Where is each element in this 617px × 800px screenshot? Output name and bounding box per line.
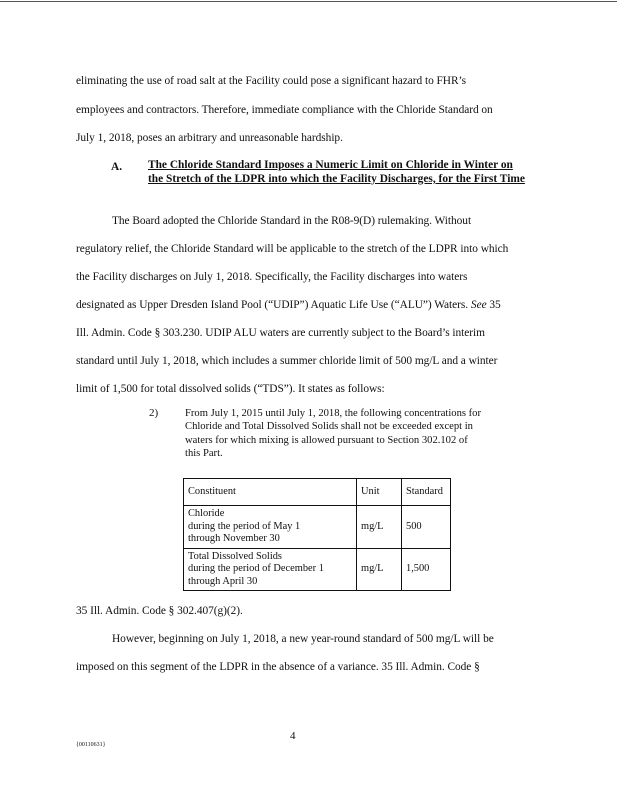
- cell-unit: mg/L: [357, 506, 402, 549]
- cell-standard: 500: [402, 506, 451, 549]
- constituent-period: during the period of December 1: [188, 563, 324, 574]
- block-quote: From July 1, 2015 until July 1, 2018, the following concentrations for Chloride and Total Dissolved Solids shall not be exceeded except in waters for which mixing is allowed pursuant to Section 302.102 of this Part.: [185, 408, 482, 460]
- header-unit: Unit: [357, 479, 402, 506]
- section-heading: The Chloride Standard Imposes a Numeric Limit on Chloride in Winter on the Stretch of the LDPR into which the Facility Discharges, for the First Time: [148, 159, 525, 185]
- cell-constituent: [184, 506, 357, 549]
- para1-line-3: the Facility discharges on July 1, 2018. Specifically, the Facility discharges into waters: [76, 271, 468, 283]
- see-signal: See: [470, 299, 487, 311]
- para1-line-4: [76, 299, 501, 311]
- constituent-period-end: through November 30: [188, 533, 280, 544]
- constituent-period: during the period of May 1: [188, 520, 301, 532]
- para2-line-1: However, beginning on July 1, 2018, a new year-round standard of 500 mg/L will be: [112, 633, 494, 645]
- cell-standard: 1,500: [402, 548, 451, 591]
- section-number: A.: [111, 161, 123, 173]
- table-header-row: [184, 479, 451, 506]
- para2-line-2: imposed on this segment of the LDPR in the absence of a variance. 35 Ill. Admin. Code §: [76, 661, 480, 673]
- para1-line-5: Ill. Admin. Code § 303.230. UDIP ALU waters are currently subject to the Board’s interim: [76, 327, 485, 339]
- para1-line-4-tail: 35: [489, 299, 501, 311]
- para1-line-6: standard until July 1, 2018, which includes a summer chloride limit of 500 mg/L and a winter: [76, 355, 498, 367]
- constituent-name: Total Dissolved Solids: [188, 550, 282, 562]
- para1-line-4-text: designated as Upper Dresden Island Pool (“UDIP”) Aquatic Life Use (“ALU”) Waters.: [76, 299, 469, 311]
- cell-constituent: [184, 548, 357, 591]
- cell-unit: mg/L: [357, 548, 402, 591]
- table-row: [184, 506, 451, 549]
- constituent-name: Chloride: [188, 508, 225, 519]
- page-number: 4: [290, 730, 296, 742]
- constituent-period-end: through April 30: [188, 575, 258, 587]
- header-standard: Standard: [402, 479, 451, 506]
- quote-item-number: 2): [149, 407, 159, 419]
- standards-table: [183, 478, 451, 591]
- body-line-2: employees and contractors. Therefore, immediate compliance with the Chloride Standard on: [76, 104, 493, 116]
- body-line-1: eliminating the use of road salt at the Facility could pose a significant hazard to FHR’s: [76, 75, 467, 87]
- para1-line-1: The Board adopted the Chloride Standard in the R08-9(D) rulemaking. Without: [112, 215, 472, 227]
- table-row: [184, 548, 451, 591]
- citation: 35 Ill. Admin. Code § 302.407(g)(2).: [76, 605, 243, 617]
- header-constituent: Constituent: [184, 479, 357, 506]
- para1-line-7: limit of 1,500 for total dissolved solids (“TDS”). It states as follows:: [76, 383, 385, 395]
- top-border-line: [0, 1, 617, 2]
- para1-line-2: regulatory relief, the Chloride Standard will be applicable to the stretch of the LDPR into which: [76, 243, 509, 255]
- body-line-3: July 1, 2018, poses an arbitrary and unreasonable hardship.: [76, 132, 343, 144]
- document-code: {00110631}: [76, 742, 106, 748]
